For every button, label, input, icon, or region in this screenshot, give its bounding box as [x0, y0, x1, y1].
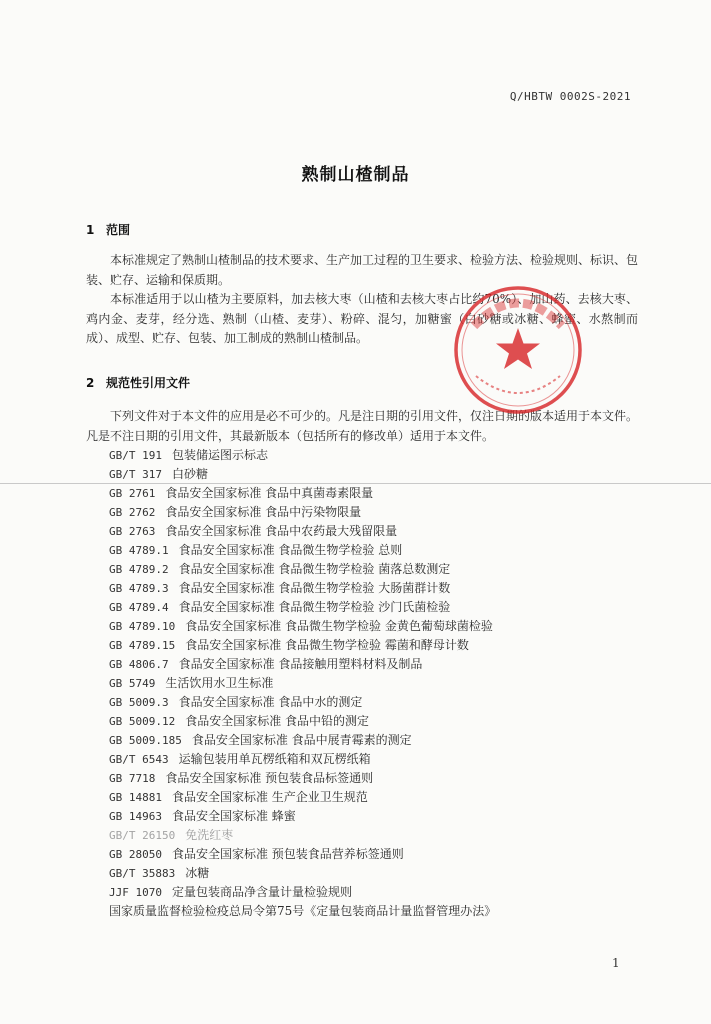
reference-code: GB 2763 — [109, 525, 156, 538]
reference-item — [109, 503, 496, 522]
reference-item — [109, 693, 496, 712]
reference-title: 食品安全国家标准 食品接触用塑料材料及制品 — [178, 657, 423, 671]
reference-item — [109, 655, 496, 674]
reference-title: 食品安全国家标准 食品中真菌毒素限量 — [165, 486, 374, 500]
seal-star-icon — [496, 328, 540, 369]
reference-item — [109, 636, 496, 655]
reference-title: 食品安全国家标准 蜂蜜 — [171, 809, 296, 823]
reference-title: 食品安全国家标准 生产企业卫生规范 — [171, 790, 368, 804]
document-title: 熟制山楂制品 — [301, 165, 410, 185]
reference-title: 食品安全国家标准 食品中水的测定 — [178, 695, 363, 709]
reference-item — [109, 788, 496, 807]
reference-code: GB 5009.185 — [109, 734, 182, 747]
standard-code: Q/HBTW 0002S-2021 — [509, 90, 631, 103]
reference-code: GB/T 6543 — [109, 753, 169, 766]
reference-item — [109, 465, 496, 484]
reference-title: 食品安全国家标准 食品中农药最大残留限量 — [165, 524, 398, 538]
reference-title: 定量包装商品净含量计量检验规则 — [171, 885, 352, 899]
reference-title: 生活饮用水卫生标准 — [165, 676, 274, 690]
reference-code: GB 4789.2 — [109, 563, 169, 576]
reference-title: 白砂糖 — [171, 467, 208, 481]
reference-item — [109, 864, 496, 883]
reference-item — [109, 845, 496, 864]
reference-item — [109, 712, 496, 731]
reference-item — [109, 750, 496, 769]
reference-title: 食品安全国家标准 食品中展青霉素的测定 — [191, 733, 412, 747]
reference-code: GB/T 35883 — [109, 867, 176, 880]
section-2-heading — [86, 374, 190, 391]
reference-code: GB 5009.3 — [109, 696, 169, 709]
reference-title: 食品安全国家标准 食品微生物学检验 菌落总数测定 — [178, 562, 451, 576]
section-2-number: 2 — [86, 376, 95, 390]
reference-item — [109, 731, 496, 750]
reference-title: 食品安全国家标准 食品中污染物限量 — [165, 505, 362, 519]
reference-title: 冰糖 — [185, 866, 210, 880]
reference-item — [109, 446, 496, 465]
reference-title: 免洗红枣 — [185, 828, 234, 842]
reference-title: 食品安全国家标准 食品微生物学检验 大肠菌群计数 — [178, 581, 451, 595]
section-1-title: 范围 — [106, 223, 131, 237]
reference-title: 食品安全国家标准 预包装食品营养标签通则 — [171, 847, 404, 861]
reference-item — [109, 560, 496, 579]
reference-title: 包装储运图示标志 — [171, 448, 268, 462]
reference-item — [109, 617, 496, 636]
reference-item — [109, 674, 496, 693]
section-1-heading — [86, 221, 130, 238]
reference-title: 国家质量监督检验检疫总局令第75号《定量包装商品计量监督管理办法》 — [109, 904, 497, 918]
reference-item — [109, 579, 496, 598]
reference-code: JJF 1070 — [109, 886, 162, 899]
reference-code: GB 2761 — [109, 487, 156, 500]
reference-code: GB 4789.10 — [109, 620, 176, 633]
reference-item — [109, 883, 496, 902]
reference-code: GB 4806.7 — [109, 658, 169, 671]
reference-code: GB 2762 — [109, 506, 156, 519]
reference-item — [109, 826, 496, 845]
reference-title: 食品安全国家标准 预包装食品标签通则 — [165, 771, 374, 785]
page-number: 1 — [612, 956, 620, 970]
reference-code: GB 5009.12 — [109, 715, 176, 728]
references-intro: 下列文件对于本文件的应用是必不可少的。凡是注日期的引用文件，仅注日期的版本适用于本文件。凡是不注日期的引用文件，其最新版本（包括所有的修改单）适用于本文件。 — [86, 409, 639, 443]
reference-code: GB 4789.3 — [109, 582, 169, 595]
reference-code: GB 28050 — [109, 848, 162, 861]
reference-code: GB 14881 — [109, 791, 162, 804]
reference-code: GB/T 191 — [109, 449, 162, 462]
reference-item — [109, 769, 496, 788]
reference-code: GB 14963 — [109, 810, 162, 823]
section-2-title: 规范性引用文件 — [106, 376, 191, 390]
reference-code: GB 4789.15 — [109, 639, 176, 652]
reference-code: GB 5749 — [109, 677, 156, 690]
reference-code: GB/T 26150 — [109, 829, 176, 842]
reference-code: GB 7718 — [109, 772, 156, 785]
reference-item — [109, 902, 496, 921]
reference-code: GB/T 317 — [109, 468, 162, 481]
reference-title: 食品安全国家标准 食品微生物学检验 总则 — [178, 543, 403, 557]
reference-title: 食品安全国家标准 食品微生物学检验 沙门氏菌检验 — [178, 600, 451, 614]
reference-item — [109, 541, 496, 560]
reference-code: GB 4789.4 — [109, 601, 169, 614]
scope-paragraph-1: 本标准规定了熟制山楂制品的技术要求、生产加工过程的卫生要求、检验方法、检验规则、标识、包装、贮存、运输和保质期。 — [86, 253, 639, 287]
reference-item — [109, 598, 496, 617]
reference-list — [109, 446, 496, 921]
reference-item — [109, 807, 496, 826]
reference-title: 食品安全国家标准 食品微生物学检验 金黄色葡萄球菌检验 — [185, 619, 493, 633]
company-seal — [448, 280, 588, 420]
reference-item — [109, 484, 496, 503]
reference-item — [109, 522, 496, 541]
reference-code: GB 4789.1 — [109, 544, 169, 557]
scope-paragraph-2: 本标准适用于以山楂为主要原料，加去核大枣（山楂和去核大枣占比约70%）、加山药、去核大枣、鸡内金、麦芽，经分选、熟制（山楂、麦芽）、粉碎、混匀，加糖蜜（白砂糖或冰糖、蜂蜜、水熬制而成）、成型、贮存、包装、加工制成的熟制山楂制品。 — [86, 292, 638, 345]
reference-title: 运输包装用单瓦楞纸箱和双瓦楞纸箱 — [178, 752, 371, 766]
section-1-number: 1 — [86, 223, 95, 237]
reference-title: 食品安全国家标准 食品微生物学检验 霉菌和酵母计数 — [185, 638, 469, 652]
reference-title: 食品安全国家标准 食品中铅的测定 — [185, 714, 370, 728]
scan-line — [0, 483, 711, 484]
